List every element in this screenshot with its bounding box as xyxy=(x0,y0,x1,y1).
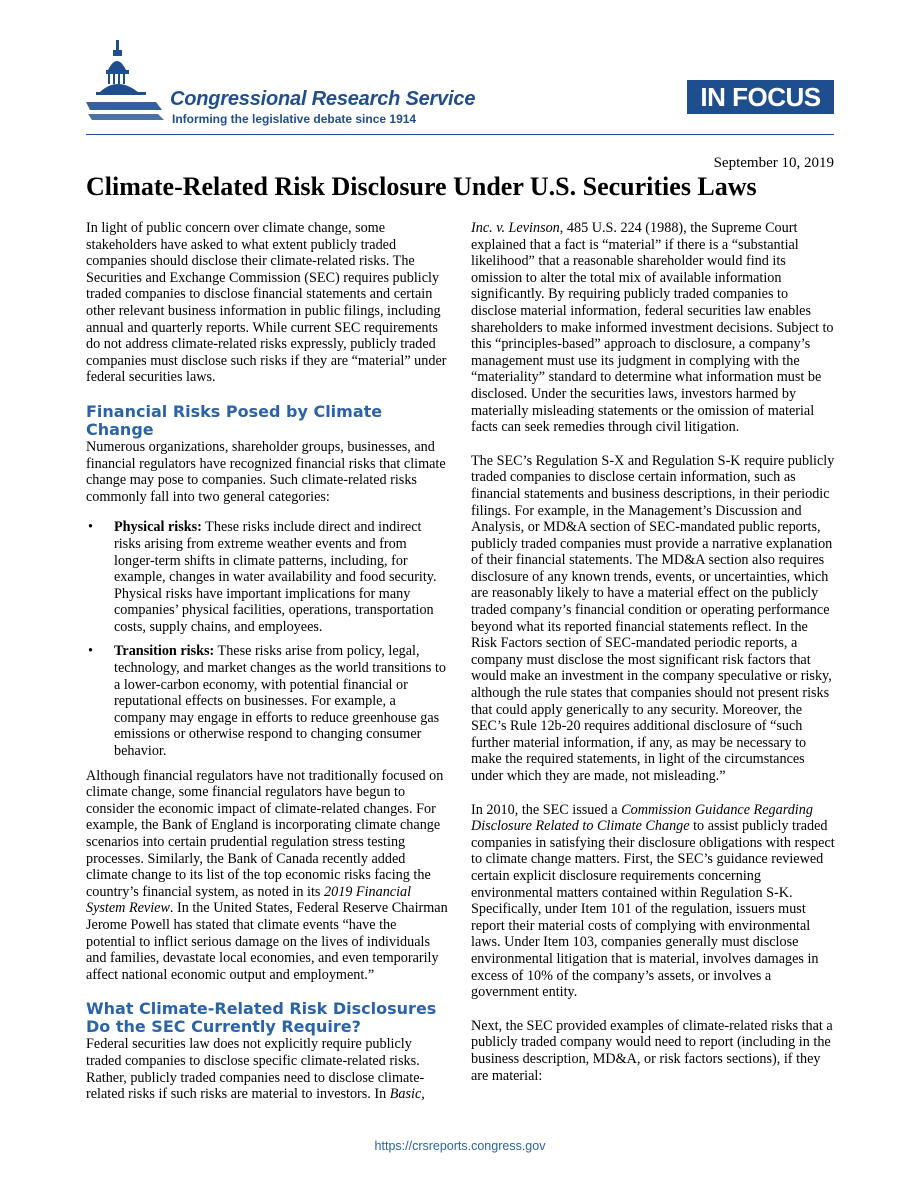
materiality-paragraph xyxy=(471,220,835,436)
examples-paragraph: Next, the SEC provided examples of climate-related risks that a publicly traded company would need to report (including in the business description, MD&A, or risk factors sections), if they are material: xyxy=(471,1017,833,1084)
org-name: Congressional Research Service xyxy=(170,88,476,110)
text-run: , 485 U.S. 224 (1988), the Supreme Court explained that a fact is “material” if there is a “substantial likelihood” that a reasonable shareholder would find its omission to alter the total mix of available information significantly. By requiring publicly traded companies to disclose material information, federal securities law enables shareholders to make informed investment decisions. Subject to this “principles-based” approach to disclosure, a company’s management must use its judgment in complying with the “materiality” standard to determine what information must be disclosed. Under the securities laws, investors harmed by materially misleading statements or the omission of material facts can seek remedies through civil litigation. xyxy=(471,220,834,436)
publication-date: September 10, 2019 xyxy=(713,155,834,171)
text-run: In 2010, the SEC issued a xyxy=(471,801,622,818)
bullet-icon: • xyxy=(88,643,93,660)
guidance-title: Commission Guidance Regarding Disclosure Related to Climate Change xyxy=(471,801,813,835)
org-tagline: Informing the legislative debate since 1914 xyxy=(172,112,417,126)
heading-sec-disclosures: What Climate-Related Risk Disclosures Do the SEC Currently Require? xyxy=(86,999,437,1037)
text-run: . In the United States, Federal Reserve Chairman Jerome Powell has stated that climate events “have the potential to inflict serious damage on the lives of individuals and families, devastate local economies, and even temporarily affect national economic output and employment.” xyxy=(86,900,448,983)
in-focus-badge: IN FOCUS xyxy=(687,80,834,114)
regulators-paragraph xyxy=(86,768,448,984)
bullet-icon: • xyxy=(88,519,93,536)
list-item xyxy=(86,519,448,635)
guidance-paragraph xyxy=(471,802,835,1001)
case-name: Inc. v. Levinson xyxy=(471,220,560,236)
financial-risks-paragraph: Numerous organizations, shareholder groups, businesses, and financial regulators have recognized financial risks that climate change may pose to companies. Such climate-related risks commonly fall into two general categories: xyxy=(86,438,446,505)
list-item-text: These risks arise from policy, legal, technology, and market changes as the world transitions to a lower-carbon economy, with potential financial or reputational effects on businesses. For example, a company may engage in efforts to reduce greenhouse gas emissions or otherwise respond to changing consumer behavior. xyxy=(114,643,447,760)
left-column xyxy=(86,220,448,1103)
footer-url[interactable]: https://crsreports.congress.gov xyxy=(374,1139,546,1153)
report-title: 2019 Financial System Review xyxy=(86,883,412,917)
text-run: Although financial regulators have not traditionally focused on climate change, some financial regulators have begun to consider the economic impact of climate-related changes. For example, the Bank of England is incorporating climate change scenarios into certain prudential regulation stress testing processes. Similarly, the Bank of Canada recently added climate change to its list of the top economic risks facing the country’s financial system, as noted in its xyxy=(86,767,444,900)
case-name: Basic, xyxy=(389,1086,425,1103)
disclosures-paragraph xyxy=(86,1036,448,1102)
list-item-label: Transition risks: xyxy=(114,643,215,660)
list-item-text: These risks include direct and indirect risks arising from extreme weather events and from longer-term shifts in climate patterns, including, for example, changes in water availability and food security. Physical risks have important implications for many companies’ physical facilities, operations, transportation costs, supply chains, and employees. xyxy=(114,519,437,635)
list-item-label: Physical risks: xyxy=(114,519,202,536)
regulation-paragraph: The SEC’s Regulation S-X and Regulation S-K require publicly traded companies to disclose certain information, such as financial statements and business descriptions, in their periodic filings. For example, in the Management’s Discussion and Analysis, or MD&A section of SEC-mandated public reports, publicly traded companies must provide a narrative explanation of their financial statements. The MD&A section also requires disclosure of any known trends, events, or uncertainties, which are reasonably likely to have a material effect on the publicly traded company’s financial condition or operating performance beyond what its reported financial statements reflect. In the Risk Factors section of SEC-mandated periodic reports, a company must disclose the most significant risk factors that would make an investment in the company speculative or risky, although the rule states that companies should not present risks that could apply generically to any security. Moreover, the SEC’s Rule 12b-20 requires additional disclosure of “such further material information, if any, as may be necessary to make the required statements, in light of the circumstances under which they are made, not misleading.” xyxy=(471,452,835,784)
page-title: Climate-Related Risk Disclosure Under U.S. Securities Laws xyxy=(86,172,757,201)
intro-paragraph: In light of public concern over climate change, some stakeholders have asked to what extent publicly traded companies should disclose their climate-related risks. The Securities and Exchange Commission (SEC) requires publicly traded companies to disclose financial statements and certain other relevant business information in public filings, including annual and quarterly reports. While current SEC requirements do not address climate-related risks expressly, publicly traded companies must disclose such risks if they are “material” under federal securities laws. xyxy=(86,220,447,386)
header xyxy=(86,40,834,132)
header-divider xyxy=(86,134,834,135)
text-run: to assist publicly traded companies in satisfying their disclosure obligations with respect to climate change matters. First, the SEC’s guidance reviewed certain explicit disclosure requirements concerning environmental matters contained within Regulation S-K. Specifically, under Item 101 of the regulation, issuers must report their material costs of complying with environmental laws. Under Item 103, companies generally must disclose environmental litigation that is material, involves damages in excess of 10% of the company’s assets, or involves a government entity. xyxy=(471,818,835,1001)
risk-categories-list xyxy=(86,519,448,759)
capitol-dome-icon xyxy=(86,40,166,130)
right-column xyxy=(471,220,835,1084)
list-item xyxy=(86,643,448,759)
heading-financial-risks: Financial Risks Posed by Climate Change xyxy=(86,401,383,439)
text-run: Federal securities law does not explicitly require publicly traded companies to disclose specific climate-related risks. Rather, publicly traded companies need to disclose climate-related risks if such risks are material to investors. In xyxy=(86,1036,425,1103)
